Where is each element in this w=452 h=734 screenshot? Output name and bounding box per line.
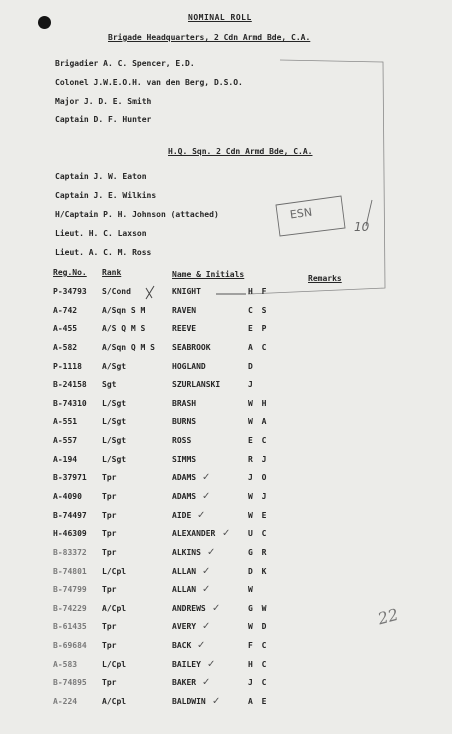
cell-regno: B-74799 (53, 585, 87, 595)
cell-rank: A/S Q M S (102, 324, 146, 334)
cell-rank: Tpr (102, 622, 117, 632)
check-mark-icon: ✓ (202, 621, 211, 633)
cell-name: SEABROOK (172, 342, 211, 352)
cell-name: AIDE (172, 510, 192, 520)
table-row (0, 417, 452, 427)
cell-initials: W D (248, 622, 269, 632)
header-remarks: Remarks (308, 274, 342, 283)
cell-regno: P-1118 (53, 361, 82, 371)
cell-rank: Tpr (102, 491, 117, 501)
cell-initials: D K (248, 566, 269, 576)
cell-name: BACK (172, 641, 192, 650)
cell-regno: B-37971 (53, 473, 87, 483)
cell-rank: L/Sgt (102, 417, 127, 427)
cell-name: REEVE (172, 324, 197, 334)
table-row (0, 343, 452, 353)
cell-rank: L/Sgt (102, 436, 127, 445)
table-row (0, 306, 452, 316)
table-row (0, 492, 452, 502)
cell-regno: A-551 (53, 417, 78, 427)
cell-regno: B-74497 (53, 510, 87, 520)
cell-name: RAVEN (172, 305, 197, 315)
officer-line: Captain D. F. Hunter (55, 115, 152, 124)
cell-initials: U C (248, 529, 269, 539)
table-row (0, 585, 452, 595)
cell-initials: J O (248, 473, 269, 483)
cell-name: ANDREWS (172, 603, 206, 613)
check-mark-icon: ✓ (207, 546, 216, 558)
cell-rank: Tpr (102, 529, 117, 539)
table-row (0, 697, 452, 707)
margin-number: 10 (354, 220, 370, 234)
stamp-text: ESN (289, 205, 313, 222)
table-row (0, 362, 452, 372)
cell-regno: B-74229 (53, 603, 87, 613)
cell-name: ALKINS (172, 547, 201, 557)
cell-name: ALLAN (172, 566, 197, 576)
cell-regno: A-583 (53, 659, 78, 669)
check-mark-icon: ✓ (202, 490, 211, 502)
officer-line: Captain J. E. Wilkins (55, 191, 157, 200)
cell-initials: E P (248, 324, 269, 334)
cell-initials: D (248, 361, 255, 371)
check-mark-icon: ✓ (202, 472, 211, 484)
table-row (0, 604, 452, 614)
pencil-bracket-line (248, 60, 385, 294)
cell-regno: A-557 (53, 436, 78, 445)
cell-rank: A/Sqn Q M S (102, 342, 155, 352)
document-title: NOMINAL ROLL (188, 13, 252, 22)
cell-initials: W A (248, 417, 269, 427)
table-row (0, 436, 452, 446)
cell-rank: Tpr (102, 585, 117, 595)
table-row (0, 473, 452, 483)
cell-initials: G W (248, 603, 269, 613)
cell-regno: A-582 (53, 342, 78, 352)
table-row (0, 324, 452, 334)
officer-line: Captain J. W. Eaton (55, 172, 147, 181)
cell-initials: W J (248, 491, 269, 501)
cell-regno: A-224 (53, 696, 78, 706)
cell-initials: F C (248, 641, 269, 650)
check-mark-icon: ✓ (202, 677, 211, 689)
cell-initials: R J (248, 454, 269, 464)
check-mark-icon: ✓ (197, 640, 206, 651)
table-row (0, 622, 452, 632)
cell-rank: Tpr (102, 547, 117, 557)
cell-rank: L/Sgt (102, 398, 127, 408)
officer-line: H/Captain P. H. Johnson (attached) (55, 210, 219, 219)
table-row (0, 567, 452, 577)
cell-initials: E C (248, 436, 269, 445)
officer-line: Lieut. H. C. Laxson (55, 229, 147, 238)
cell-rank: Tpr (102, 473, 117, 483)
cell-initials: A E (248, 696, 269, 706)
cell-rank: Tpr (102, 510, 117, 520)
section-heading-brigade-hq: Brigade Headquarters, 2 Cdn Armd Bde, C.A. (108, 33, 311, 42)
cell-regno: B-69684 (53, 641, 87, 650)
cell-regno: B-61435 (53, 622, 87, 632)
cell-regno: A-4090 (53, 491, 82, 501)
cell-rank: S/Cond (102, 287, 131, 296)
cell-regno: B-74895 (53, 678, 87, 688)
cell-regno: P-34793 (53, 287, 87, 296)
cell-name: ALEXANDER (172, 529, 216, 539)
cell-regno: B-74801 (53, 566, 87, 576)
cell-rank: L/Cpl (102, 659, 127, 669)
officer-line: Brigadier A. C. Spencer, E.D. (55, 59, 195, 68)
cell-regno: H-46309 (53, 529, 87, 539)
cell-rank: A/Cpl (102, 696, 127, 706)
table-row (0, 511, 452, 521)
cell-regno: A-455 (53, 324, 78, 334)
table-row (0, 660, 452, 670)
officer-line: Colonel J.W.E.O.H. van den Berg, D.S.O. (55, 78, 243, 87)
check-mark-icon: ✓ (202, 565, 211, 577)
page-number-annotation: 22 (375, 604, 401, 629)
header-rank: Rank (102, 268, 122, 277)
cell-rank: A/Sgt (102, 361, 127, 371)
cell-name: BAKER (172, 678, 197, 688)
cell-regno: B-24158 (53, 380, 87, 390)
cell-rank: A/Cpl (102, 603, 127, 613)
check-mark-icon: ✓ (222, 528, 231, 540)
cell-initials: W H (248, 398, 269, 408)
cell-rank: Tpr (102, 641, 117, 650)
cell-rank: L/Sgt (102, 454, 127, 464)
check-mark-icon: ✓ (202, 584, 211, 596)
cell-name: SIMMS (172, 454, 197, 464)
header-name: Name & Initials (172, 270, 245, 279)
check-mark-icon: ✓ (197, 509, 206, 521)
check-mark-icon: ✓ (212, 695, 221, 707)
table-row (0, 529, 452, 539)
table-row (0, 455, 452, 465)
cell-initials: C S (248, 305, 269, 315)
header-regno: Reg.No. (53, 268, 87, 277)
cell-rank: Sgt (102, 380, 117, 390)
cell-initials: W (248, 585, 255, 595)
check-mark-icon: ✓ (207, 658, 216, 670)
cell-regno: A-742 (53, 305, 78, 315)
cell-name: AVERY (172, 622, 197, 632)
section-heading-hq-sqn: H.Q. Sqn. 2 Cdn Armd Bde, C.A. (168, 147, 313, 156)
table-row (0, 641, 452, 651)
cell-initials: W E (248, 510, 269, 520)
cell-initials: H F (248, 287, 269, 296)
cell-initials: J (248, 380, 255, 390)
cell-name: KNIGHT (172, 287, 201, 296)
table-row (0, 548, 452, 558)
table-row (0, 678, 452, 688)
cell-name: SZURLANSKI (172, 380, 221, 390)
cell-name: ROSS (172, 436, 192, 445)
cell-regno: B-83372 (53, 547, 87, 557)
cell-initials: J C (248, 678, 269, 688)
cell-name: ADAMS (172, 473, 197, 483)
cell-rank: L/Cpl (102, 566, 127, 576)
cell-name: BRASH (172, 398, 197, 408)
cell-name: ADAMS (172, 491, 197, 501)
cell-name: BALDWIN (172, 696, 206, 706)
cell-rank: Tpr (102, 678, 117, 688)
check-mark-icon: ✓ (212, 602, 221, 614)
cell-initials: G R (248, 547, 269, 557)
cell-name: BURNS (172, 417, 197, 427)
officer-line: Lieut. A. C. M. Ross (55, 248, 152, 257)
table-row (0, 399, 452, 409)
cell-regno: A-194 (53, 454, 78, 464)
table-row (0, 380, 452, 390)
cell-name: BAILEY (172, 659, 201, 669)
cell-name: ALLAN (172, 585, 197, 595)
officer-line: Major J. D. E. Smith (55, 97, 152, 106)
cell-initials: A C (248, 342, 269, 352)
cell-initials: H C (248, 659, 269, 669)
table-row (0, 287, 452, 297)
cell-name: HOGLAND (172, 361, 206, 371)
cell-rank: A/Sqn S M (102, 305, 146, 315)
cell-regno: B-74310 (53, 398, 87, 408)
